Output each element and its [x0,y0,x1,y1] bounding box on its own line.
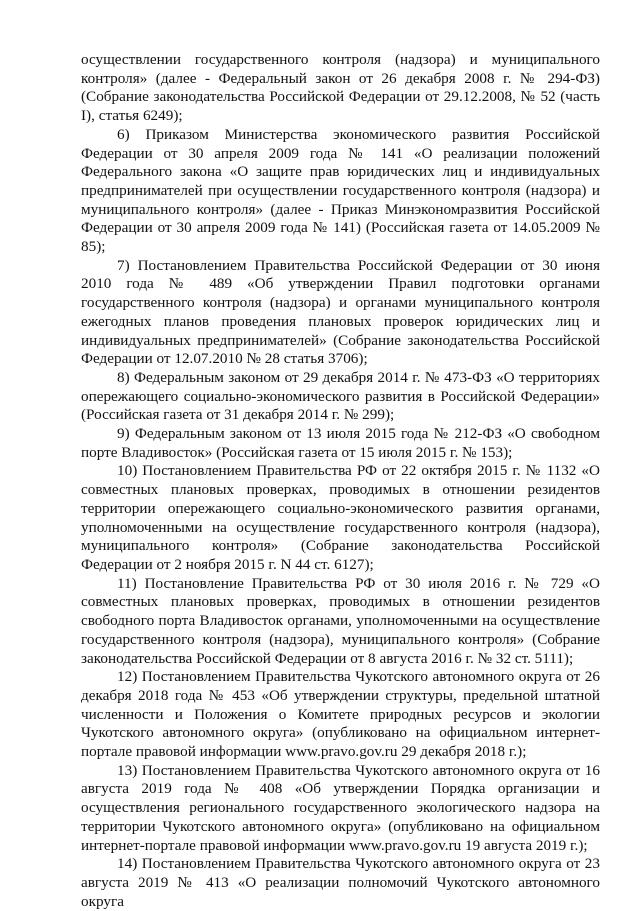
paragraph-item-12: 12) Постановлением Правительства Чукотского автономного округа от 26 декабря 2018 года № 453 «Об утверждении структуры, предельной штатной численности и Положения о Комитете природных ресурсов и экологии Чукотского автономного округа» (опубликовано на официальном интернет-портале правовой информации www.pravo.gov.ru 29 декабря 2018 г.); [81,668,600,761]
paragraph-item-10: 10) Постановлением Правительства РФ от 22 октября 2015 г. № 1132 «О совместных плановых проверках, проводимых в отношении резидентов территории опережающего социально-экономического развития органами, уполномоченными на осуществление государственного контроля (надзора), муниципального контроля» (Собрание законодательства Российской Федерации от 2 ноября 2015 г. N 44 ст. 6127); [81,462,600,573]
paragraph-item-9: 9) Федеральным законом от 13 июля 2015 года № 212-ФЗ «О свободном порте Владивосток» (Российская газета от 15 июля 2015 г. № 153); [81,425,600,461]
paragraph-item-6: 6) Приказом Министерства экономического развития Российской Федерации от 30 апреля 2009 года № 141 «О реализации положений Федерального закона «О защите прав юридических лиц и индивидуальных предпринимателей при осуществлении государственного контроля (надзора) и муниципального контроля» (далее - Приказ Минэкономразвития Российской Федерации от 30 апреля 2009 года № 141) (Российская газета от 14.05.2009 № 85); [81,125,600,256]
document-body [81,51,600,911]
paragraph-item-14: 14) Постановлением Правительства Чукотского автономного округа от 23 августа 2019 № 413 «О реализации полномочий Чукотского автономного округа [81,855,600,910]
paragraph-continuation: осуществлении государственного контроля (надзора) и муниципального контроля» (далее - Федеральный закон от 26 декабря 2008 г. № 294-ФЗ) (Собрание законодательства Российской Федерации от 29.12.2008, № 52 (часть I), статья 6249); [81,51,600,125]
paragraph-item-11: 11) Постановление Правительства РФ от 30 июля 2016 г. № 729 «О совместных плановых проверках, проводимых в отношении резидентов свободного порта Владивосток органами, уполномоченными на осуществление государственного контроля (надзора), муниципального контроля» (Собрание законодательства Российской Федерации от 8 августа 2016 г. № 32 ст. 5111); [81,574,600,667]
paragraph-item-8: 8) Федеральным законом от 29 декабря 2014 г. № 473-ФЗ «О территориях опережающего социально-экономического развития в Российской Федерации» (Российская газета от 31 декабря 2014 г. № 299); [81,368,600,424]
paragraph-item-13: 13) Постановлением Правительства Чукотского автономного округа от 16 августа 2019 года № 408 «Об утверждении Порядка организации и осуществления регионального государственного экологического надзора на территории Чукотского автономного округа» (опубликовано на официальном интернет-портале правовой информации www.pravo.gov.ru 19 августа 2019 г.); [81,761,600,854]
paragraph-item-7: 7) Постановлением Правительства Российской Федерации от 30 июня 2010 года № 489 «Об утверждении Правил подготовки органами государственного контроля (надзора) и органами муниципального контроля ежегодных планов проведения плановых проверок юридических лиц и индивидуальных предпринимателей» (Собрание законодательства Российской Федерации от 12.07.2010 № 28 статья 3706); [81,256,600,368]
